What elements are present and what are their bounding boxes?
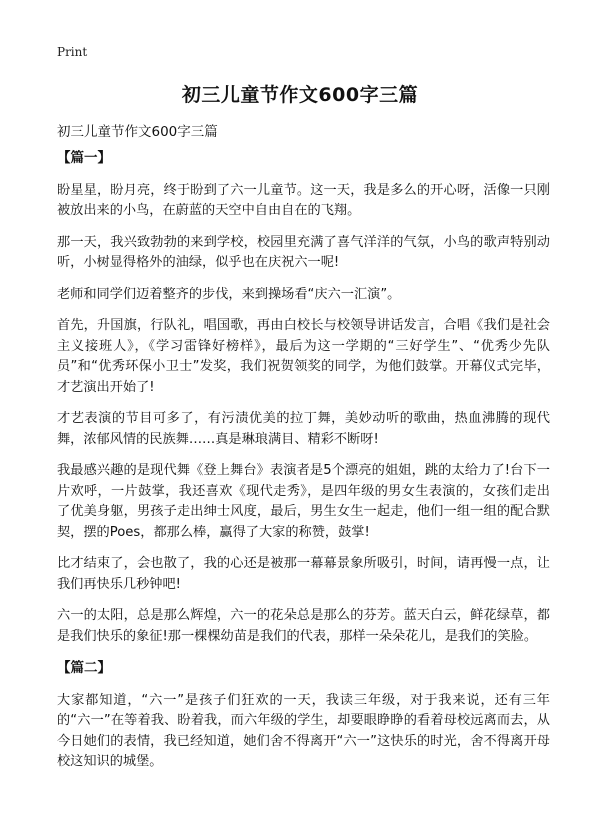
paragraph: 大家都知道，“六一”是孩子们狂欢的一天，我读三年级，对于我来说，还有三年的“六一”在等着我、盼着我，而六年级的学生，却要眼睁睁的看着母校远离而去，从今日她们的表情，我已经知道，她们舍不得离开“六一”这快乐的时光，舍不得离开母校这知识的城堡。	[57, 692, 550, 769]
article-body	[57, 148, 550, 784]
paragraph: 比才结束了，会也散了，我的心还是被那一幕幕景象所吸引，时间，请再慢一点，让我们再快乐几秒钟吧!	[57, 556, 550, 592]
paragraph: 首先，升国旗，行队礼，唱国歌，再由白校长与校领导讲话发言，合唱《我们是社会主义接班人》，《学习雷锋好榜样》，最后为这一学期的“三好学生”、“优秀少先队员”和“优秀环保小卫士”发奖，我们祝贺领奖的同学，为他们鼓掌。开幕仪式完毕，才艺演出开始了!	[57, 318, 550, 395]
section-heading-2: 【篇二】	[57, 660, 111, 676]
paragraph: 那一天，我兴致勃勃的来到学校，校园里充满了喜气洋洋的气氛，小鸟的歌声特别动听，小树显得格外的油绿，似乎也在庆祝六一呢!	[57, 234, 550, 270]
paragraph: 六一的太阳，总是那么辉煌，六一的花朵总是那么的芬芳。蓝天白云，鲜花绿草，都是我们快乐的象征!那一棵棵幼苗是我们的代表，那样一朵朵花儿，是我们的笑脸。	[57, 608, 550, 644]
paragraph: 盼星星，盼月亮，终于盼到了六一儿童节。这一天，我是多么的开心呀，活像一只刚被放出来的小鸟，在蔚蓝的天空中自由自在的飞翔。	[57, 182, 550, 218]
page-title: 初三儿童节作文600字三篇	[181, 84, 419, 106]
section-heading-1: 【篇一】	[57, 150, 111, 166]
page-subtitle: 初三儿童节作文600字三篇	[57, 124, 218, 140]
paragraph: 老师和同学们迈着整齐的步伐，来到操场看“庆六一汇演”。	[57, 286, 401, 302]
print-link[interactable]: Print	[57, 45, 88, 59]
paragraph: 才艺表演的节目可多了，有污渍优美的拉丁舞，美妙动听的歌曲，热血沸腾的现代舞，浓郁风情的民族舞……真是琳琅满目、精彩不断呀!	[57, 411, 550, 447]
paragraph: 我最感兴趣的是现代舞《登上舞台》表演者是5个漂亮的姐姐，跳的太给力了!台下一片欢呼，一片鼓掌，我还喜欢《现代走秀》，是四年级的男女生表演的，女孩们走出了优美身躯，男孩子走出绅士风度，最后，男生女生一起走，他们一组一组的配合默契，摆的Poes，都那么棒，赢得了大家的称赞，鼓掌!	[57, 463, 550, 540]
